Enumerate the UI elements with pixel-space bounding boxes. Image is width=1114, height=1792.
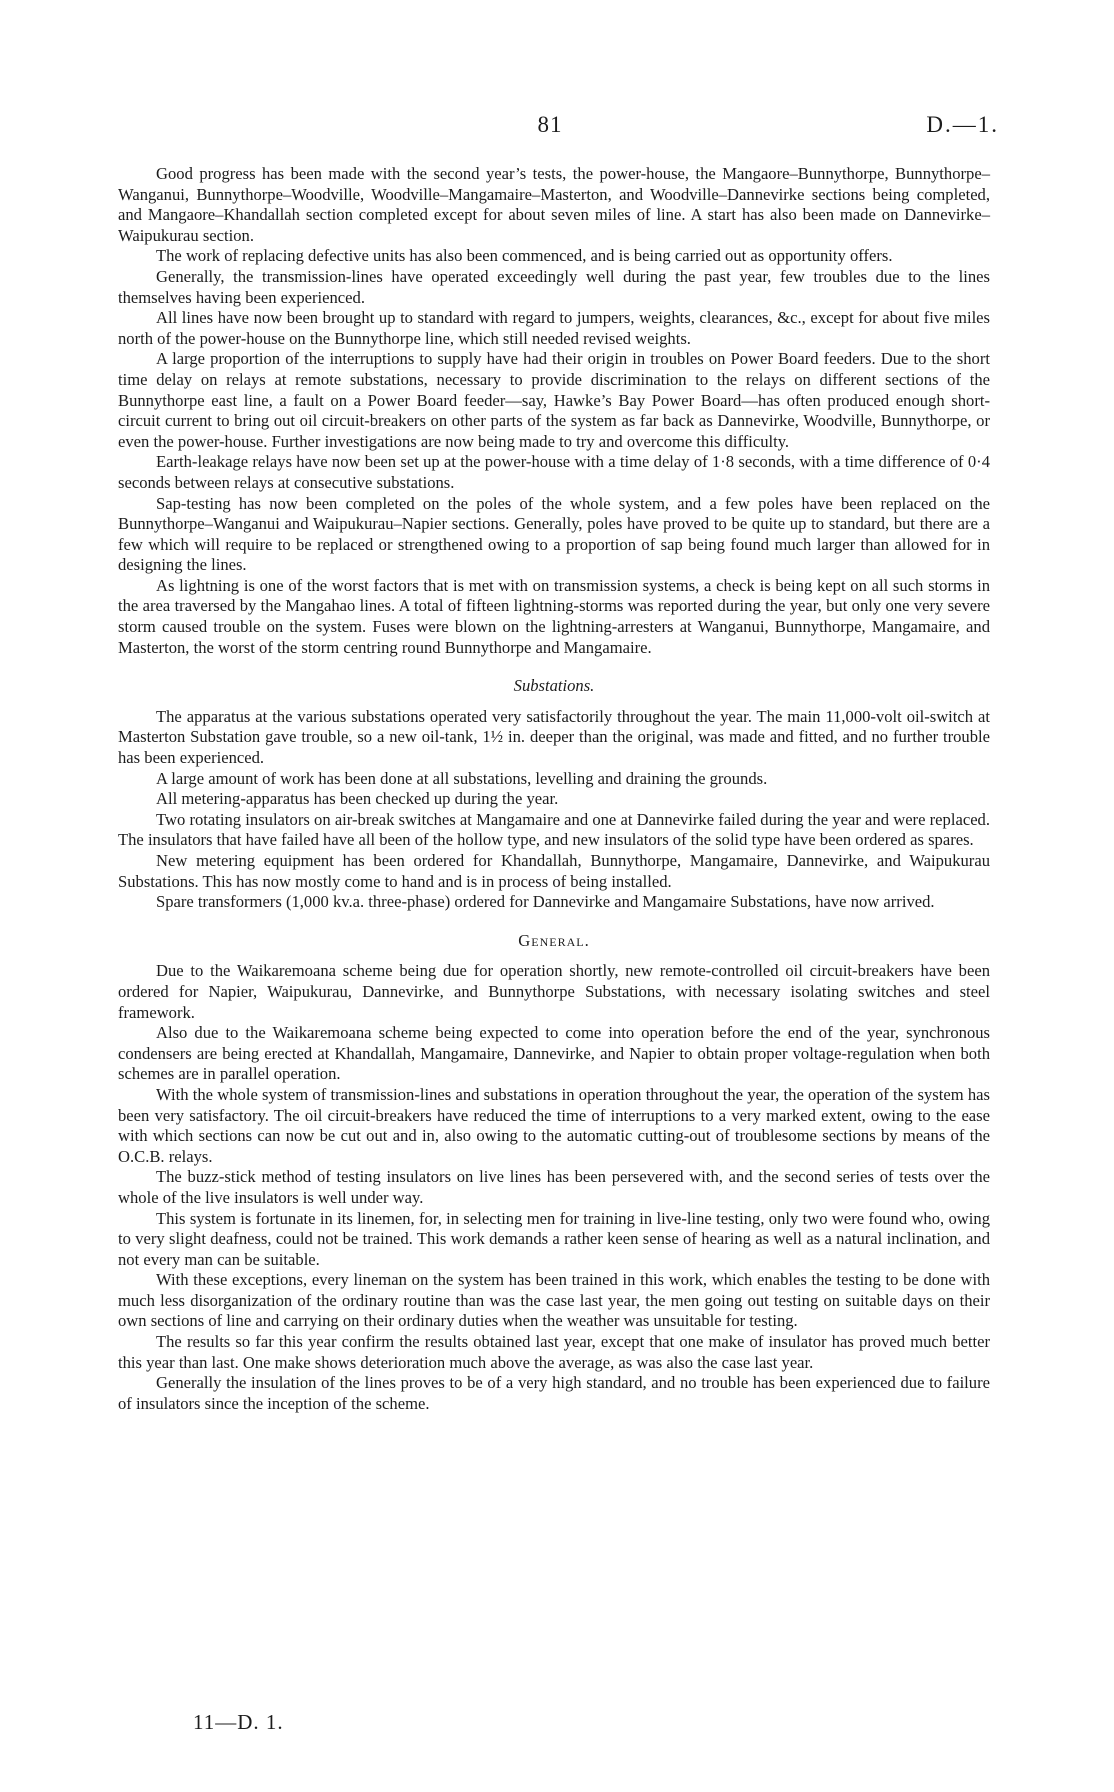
paragraph: With these exceptions, every lineman on the system has been trained in this work, which enables the testing to be done with much less disorganization of the ordinary routine than was the case last year, the men going out testing on suitable days on their own sections of line and carrying on their ordinary duties when the weather was unsuitable for testing. bbox=[118, 1270, 990, 1331]
paragraph: Earth-leakage relays have now been set up at the power-house with a time delay of 1·8 seconds, with a time difference of 0·4 seconds between relays at consecutive substations. bbox=[118, 452, 990, 492]
paragraph: The results so far this year confirm the results obtained last year, except that one make of insulator has proved much better this year than last. One make shows deterioration much above the average, as was also the case last year. bbox=[118, 1332, 990, 1372]
page-number: 81 bbox=[537, 112, 563, 137]
document-reference: D.—1. bbox=[926, 112, 999, 137]
paragraph: Spare transformers (1,000 kv.a. three-phase) ordered for Dannevirke and Mangamaire Substations, have now arrived. bbox=[156, 892, 935, 912]
paragraph: This system is fortunate in its linemen, for, in selecting men for training in live-line testing, only two were found who, owing to very slight deafness, could not be trained. This work demands a rather keen sense of hearing as well as a natural inclination, and not every man can be suitable. bbox=[118, 1208, 990, 1269]
paragraph: Sap-testing has now been completed on the poles of the whole system, and a few poles have been replaced on the Bunnythorpe–Wanganui and Waipukurau–Napier sections. Generally, poles have proved to be quite up to standard, but there are a few which will require to be replaced or strengthened owing to a proportion of sap being found much larger than allowed for in designing the lines. bbox=[118, 493, 990, 575]
paragraph: Due to the Waikaremoana scheme being due for operation shortly, new remote-controlled oil circuit-breakers have been ordered for Napier, Waipukurau, Dannevirke, and Bunnythorpe Substations, with necessary isolating switches and steel framework. bbox=[118, 961, 990, 1022]
paragraph: Also due to the Waikaremoana scheme being expected to come into operation before the end of the year, synchronous condensers are being erected at Khandallah, Mangamaire, Dannevirke, and Napier to obtain proper voltage-regulation when both schemes are in parallel operation. bbox=[118, 1023, 990, 1084]
paragraph: New metering equipment has been ordered for Khandallah, Bunnythorpe, Mangamaire, Dannevirke, and Waipukurau Substations. This has now mostly come to hand and is in process of being installed. bbox=[118, 851, 990, 891]
body-text bbox=[118, 164, 990, 1414]
paragraph: All metering-apparatus has been checked up during the year. bbox=[156, 789, 559, 809]
footer-reference: 11—D. 1. bbox=[193, 1710, 284, 1734]
paragraph: Generally the insulation of the lines proves to be of a very high standard, and no trouble has been experienced due to failure of insulators since the inception of the scheme. bbox=[118, 1373, 990, 1413]
paragraph: As lightning is one of the worst factors that is met with on transmission systems, a check is being kept on all such storms in the area traversed by the Mangahao lines. A total of fifteen lightning-storms was reported during the year, but only one very severe storm caused trouble on the system. Fuses were blown on the lightning-arresters at Wanganui, Bunnythorpe, Mangamaire, and Masterton, the worst of the storm centring round Bunnythorpe and Mangamaire. bbox=[118, 575, 990, 657]
paragraph: The apparatus at the various substations operated very satisfactorily throughout the year. The main 11,000-volt oil-switch at Masterton Substation gave trouble, so a new oil-tank, 1½ in. deeper than the original, was made and fitted, and no further trouble has been experienced. bbox=[118, 706, 990, 768]
paragraph: A large amount of work has been done at all substations, levelling and draining the grounds. bbox=[156, 768, 768, 788]
paragraph: The buzz-stick method of testing insulators on live lines has been persevered with, and the second series of tests over the whole of the live insulators is well under way. bbox=[118, 1167, 990, 1207]
paragraph: With the whole system of transmission-lines and substations in operation throughout the year, the operation of the system has been very satisfactory. The oil circuit-breakers have reduced the time of interruptions to a very marked extent, owing to the ease with which sections can now be cut out and in, also owing to the automatic cutting-out of troublesome sections by means of the O.C.B. relays. bbox=[118, 1084, 990, 1166]
paragraph: The work of replacing defective units has also been commenced, and is being carried out as opportunity offers. bbox=[156, 246, 893, 266]
paragraph: All lines have now been brought up to standard with regard to jumpers, weights, clearances, &c., except for about five miles north of the power-house on the Bunnythorpe line, which still needed revised weights. bbox=[118, 308, 990, 348]
section-heading-substations: Substations. bbox=[513, 676, 595, 696]
section-heading-general: General. bbox=[518, 930, 590, 950]
paragraph: A large proportion of the interruptions to supply have had their origin in troubles on Power Board feeders. Due to the short time delay on relays at remote substations, necessary to provide discrimination to the relays on different sections of the Bunnythorpe east line, a fault on a Power Board feeder—say, Hawke’s Bay Power Board—has often produced enough short-circuit current to bring out oil circuit-breakers on other parts of the system as far back as Dannevirke, Woodville, Bunnythorpe, or even the power-house. Further investigations are now being made to try and overcome this difficulty. bbox=[118, 349, 990, 451]
paragraph: Good progress has been made with the second year’s tests, the power-house, the Mangaore–Bunnythorpe, Bunnythorpe–Wanganui, Bunnythorpe–Woodville, Woodville–Mangamaire–Masterton, and Woodville–Dannevirke sections being completed, and Mangaore–Khandallah section completed except for about seven miles of line. A start has also been made on Dannevirke–Waipukurau section. bbox=[118, 164, 990, 245]
paragraph: Two rotating insulators on air-break switches at Mangamaire and one at Dannevirke failed during the year and were replaced. The insulators that have failed have all been of the hollow type, and new insulators of the solid type have been ordered as spares. bbox=[118, 809, 990, 850]
paragraph: Generally, the transmission-lines have operated exceedingly well during the past year, few troubles due to the lines themselves having been experienced. bbox=[118, 266, 990, 307]
